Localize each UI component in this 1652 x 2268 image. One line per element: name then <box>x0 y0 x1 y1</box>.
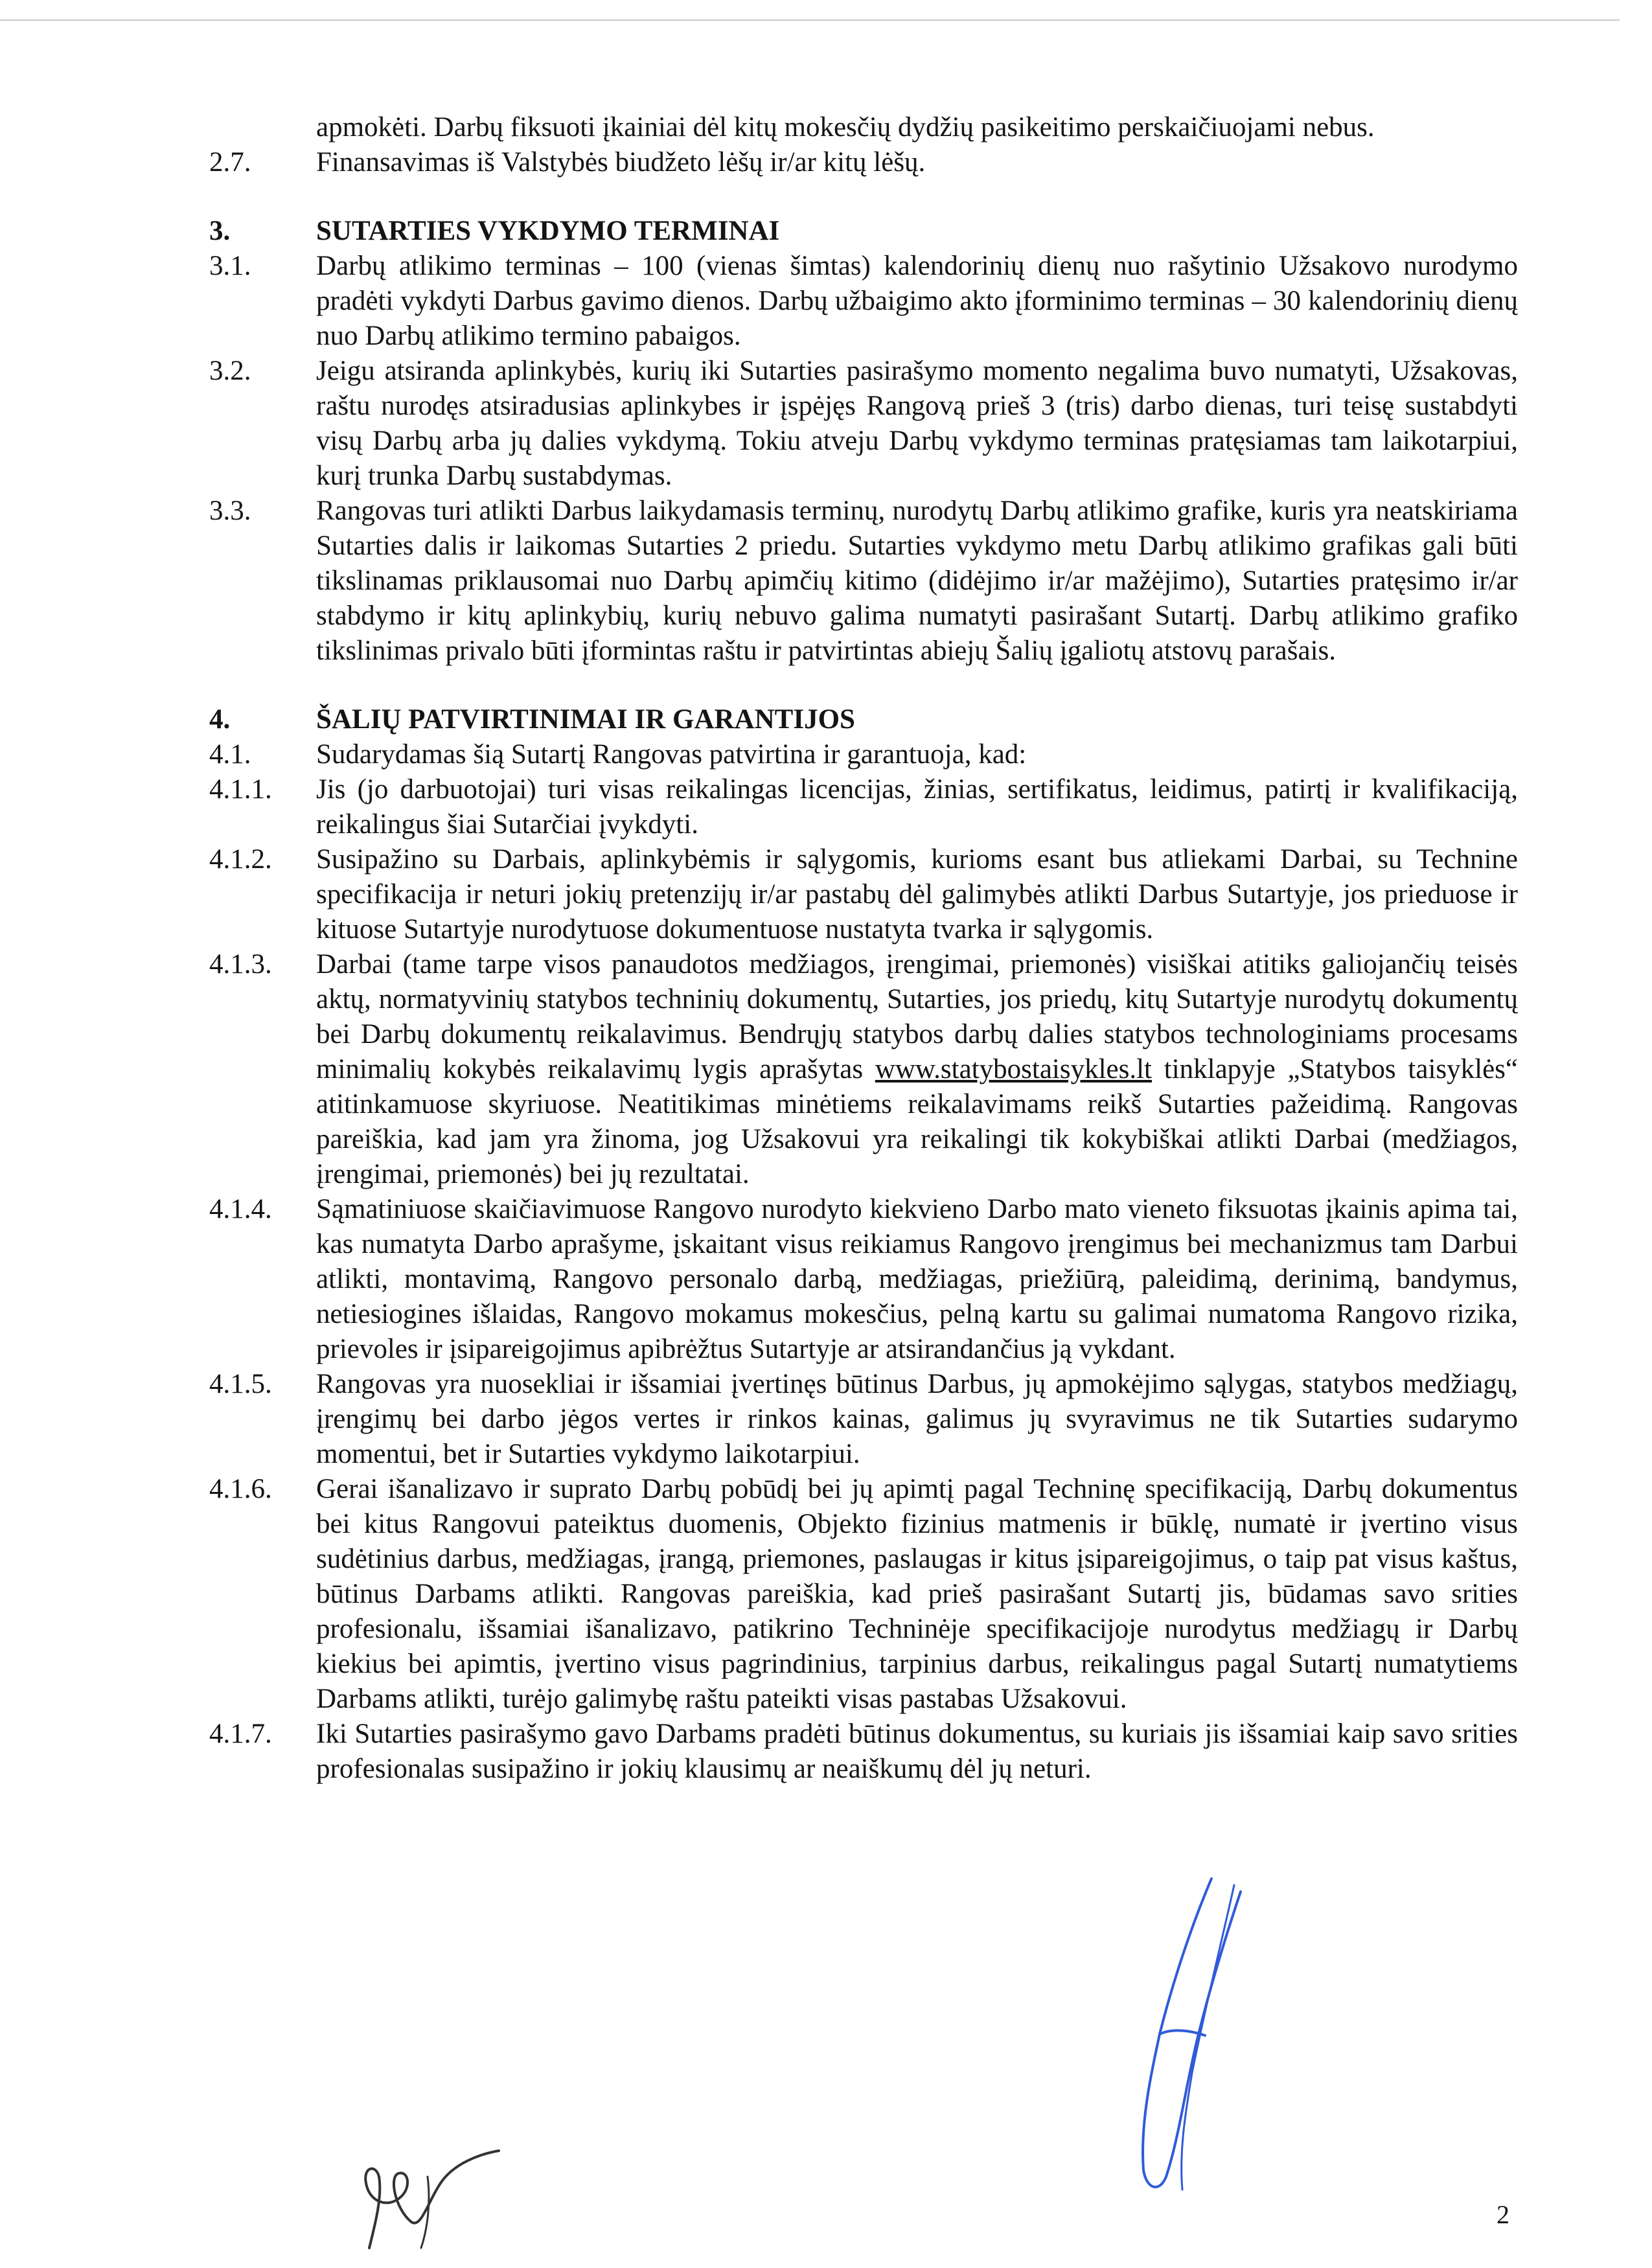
paragraph-number: 4.1. <box>209 739 251 770</box>
paragraph-4-1 <box>209 737 1518 772</box>
paragraph-4-1-6 <box>209 1472 1518 1717</box>
paragraph-number: 4.1.7. <box>209 1719 272 1749</box>
paragraph-3-3 <box>209 494 1518 669</box>
paragraph-text: Finansavimas iš Valstybės biudžeto lėšų ir/ar kitų lėšų. <box>316 147 926 178</box>
paragraph-number: 4.1.6. <box>209 1474 272 1504</box>
initials-signature-mark <box>350 2138 512 2254</box>
paragraph-3-2 <box>209 354 1518 494</box>
document-body <box>209 110 1518 1787</box>
paragraph-number: 4.1.5. <box>209 1369 272 1399</box>
paragraph-number: 4.1.3. <box>209 949 272 979</box>
paragraph-number: 3.2. <box>209 356 251 386</box>
paragraph-4-1-3 <box>209 947 1518 1192</box>
paragraph-number: 2.7. <box>209 147 251 178</box>
paragraph-text: Iki Sutarties pasirašymo gavo Darbams pradėti būtinus dokumentus, su kuriais jis išsamiai kaip savo srities profesionalas susipažino ir jokių klausimų ar neaiškumų dėl jų neturi. <box>316 1719 1518 1784</box>
section-number: 3. <box>209 216 231 246</box>
paragraph-4-1-5 <box>209 1367 1518 1472</box>
page-number: 2 <box>1497 2200 1509 2229</box>
paragraph-text: Susipažino su Darbais, aplinkybėmis ir sąlygomis, kurioms esant bus atliekami Darbai, su Technine specifikacija ir neturi jokių pretenzijų ir/ar pastabų dėl galimybės atlikti Darbus Sutartyje, jos prieduose ir kituose Sutartyje nurodytuose dokumentuose nustatyta tvarka ir sąlygomis. <box>316 844 1518 945</box>
section-title: SUTARTIES VYKDYMO TERMINAI <box>316 216 780 246</box>
paragraph-number: 4.1.1. <box>209 774 272 805</box>
paragraph-4-1-7 <box>209 1717 1518 1787</box>
blue-signature-mark <box>1114 1866 1283 2203</box>
paragraph-4-1-2 <box>209 842 1518 947</box>
paragraph-text: Sudarydamas šią Sutartį Rangovas patvirtina ir garantuoja, kad: <box>316 739 1027 770</box>
paragraph-text: Darbų atlikimo terminas – 100 (vienas šimtas) kalendorinių dienų nuo rašytinio Užsakovo nurodymo pradėti vykdyti Darbus gavimo dienos. Darbų užbaigimo akto įforminimo terminas – 30 kalendorinių dienų nuo Darbų atlikimo termino pabaigos. <box>316 251 1518 351</box>
scan-top-edge <box>0 19 1620 21</box>
paragraph-text-end: tinklapyje „Statybos taisyklės“ atitinkamuose skyriuose. Neatitikimas minėtiems reikalavimams reikš Sutarties pažeidimą. Rangovas pareiškia, kad jam yra žinoma, jog Užsakovui yra reikalingi tik kokybiškai atlikti Darbai (medžiagos, įrengimai, priemonės) bei jų rezultatai. <box>316 1054 1518 1189</box>
paragraph-text-start: Darbai (tame tarpe visos panaudotos medžiagos, įrengimai, priemonės) visiškai atitiks galiojančių teisės aktų, normatyvinių statybos techninių dokumentų, Sutarties, jos priedų, kitų Sutartyje nurodytų dokumentų bei Darbų dokumentų reikalavimus. Bendrųjų statybos darbų dalies statybos technologiniams procesams minimalių kokybės reikalavimų lygis aprašytas <box>316 949 1518 1084</box>
paragraph-text: Jeigu atsiranda aplinkybės, kurių iki Sutarties pasirašymo momento negalima buvo numatyti, Užsakovas, raštu nurodęs atsiradusias aplinkybes ir įspėjęs Rangovą prieš 3 (tris) darbo dienas, turi teisę sustabdyti visų Darbų arba jų dalies vykdymą. Tokiu atveju Darbų vykdymo terminas pratęsiamas tam laikotarpiui, kurį trunka Darbų sustabdymas. <box>316 356 1518 491</box>
paragraph-3-1 <box>209 249 1518 354</box>
section-number: 4. <box>209 704 231 735</box>
paragraph-4-1-1 <box>209 772 1518 842</box>
section-heading-3 <box>209 214 1518 249</box>
paragraph-text: Gerai išanalizavo ir suprato Darbų pobūdį bei jų apimtį pagal Techninę specifikaciją, Darbų dokumentus bei kitus Rangovui pateiktus duomenis, Objekto fizinius matmenis ir būklę, numatė ir įvertino visus sudėtinius darbus, medžiagas, įrangą, priemones, paslaugas ir kitus įsipareigojimus, o taip pat visus kaštus, būtinus Darbams atlikti. Rangovas pareiškia, kad prieš pasirašant Sutartį jis, būdamas savo srities profesionalu, išsamiai išanalizavo, patikrino Techninėje specifikacijoje nurodytus medžiagų ir Darbų kiekius bei apimtis, įvertino visus pagrindinius, tarpinius darbus, reikalingus pagal Sutartį numatytiems Darbams atlikti, turėjo galimybę raštu pateikti visas pastabas Užsakovui. <box>316 1474 1518 1714</box>
paragraph-text: Jis (jo darbuotojai) turi visas reikalingas licencijas, žinias, sertifikatus, leidimus, patirtį ir kvalifikaciją, reikalingus šiai Sutarčiai įvykdyti. <box>316 774 1518 840</box>
paragraph-number: 3.1. <box>209 251 251 281</box>
paragraph-number: 3.3. <box>209 496 251 526</box>
paragraph-2-6-continued <box>209 110 1518 145</box>
section-heading-4 <box>209 702 1518 737</box>
paragraph-text: Sąmatiniuose skaičiavimuose Rangovo nurodyto kiekvieno Darbo mato vieneto fiksuotas įkainis apima tai, kas numatyta Darbo aprašyme, įskaitant visus reikiamus Rangovo įrengimus bei mechanizmus tam Darbui atlikti, montavimą, Rangovo personalo darbą, medžiagas, priežiūrą, paleidimą, derinimą, bandymus, netiesiogines išlaidas, Rangovo mokamus mokesčius, pelną kartu su galimai numatoma Rangovo rizika, prievoles ir įsipareigojimus apibrėžtus Sutartyje ar atsirandančius ją vykdant. <box>316 1194 1518 1364</box>
paragraph-text: apmokėti. Darbų fiksuoti įkainiai dėl kitų mokesčių dydžių pasikeitimo perskaičiuojami nebus. <box>316 112 1375 143</box>
paragraph-number: 4.1.2. <box>209 844 272 875</box>
paragraph-text: Rangovas yra nuosekliai ir išsamiai įvertinęs būtinus Darbus, jų apmokėjimo sąlygas, statybos medžiagų, įrengimų bei darbo jėgos vertes ir rinkos kainas, galimus jų svyravimus ne tik Sutarties sudarymo momentui, bet ir Sutarties vykdymo laikotarpiui. <box>316 1369 1518 1469</box>
paragraph-4-1-4 <box>209 1192 1518 1367</box>
paragraph-2-7 <box>209 145 1518 180</box>
paragraph-number: 4.1.4. <box>209 1194 272 1224</box>
section-title: ŠALIŲ PATVIRTINIMAI IR GARANTIJOS <box>316 704 855 735</box>
paragraph-text: Rangovas turi atlikti Darbus laikydamasis terminų, nurodytų Darbų atlikimo grafike, kuris yra neatskiriama Sutarties dalis ir laikomas Sutarties 2 priedu. Sutarties vykdymo metu Darbų atlikimo grafikas gali būti tikslinamas priklausomai nuo Darbų apimčių kitimo (didėjimo ir/ar mažėjimo), Sutarties pratęsimo ir/ar stabdymo ir kitų aplinkybių, kurių nebuvo galima numatyti pasirašant Sutartį. Darbų atlikimo grafiko tikslinimas privalo būti įformintas raštu ir patvirtintas abiejų Šalių įgaliotų atstovų parašais. <box>316 496 1518 666</box>
website-link[interactable]: www.statybostaisykles.lt <box>875 1054 1152 1084</box>
